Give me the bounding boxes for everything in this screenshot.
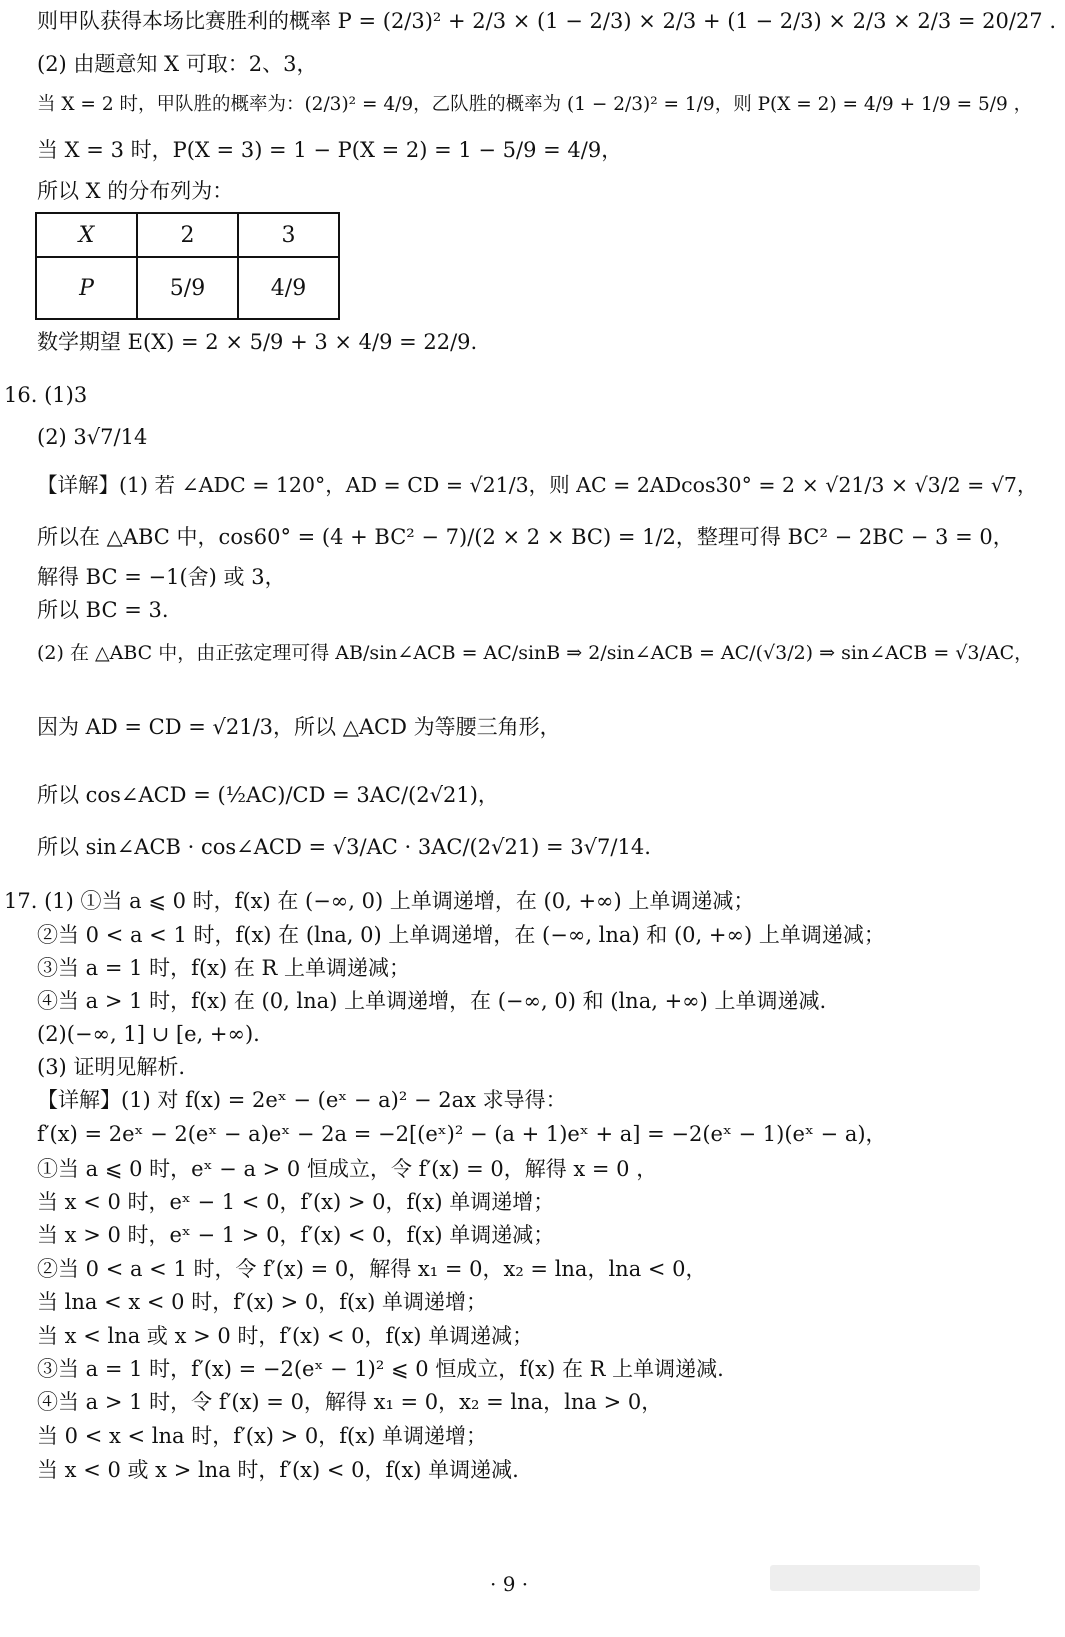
text-line: 当 x < 0 或 x > lna 时，f′(x) < 0，f(x) 单调递减. bbox=[37, 1458, 519, 1482]
text-line: 【详解】(1) 若 ∠ADC = 120°，AD = CD = √21/3，则 AC = 2ADcos30° = 2 × √21/3 × √3/2 = √7， bbox=[37, 473, 1038, 497]
text-line: ①当 a ⩽ 0 时，eˣ − a > 0 恒成立，令 f′(x) = 0，解得 x = 0 ， bbox=[37, 1157, 658, 1181]
text-line: ③当 a = 1 时，f′(x) = −2(eˣ − 1)² ⩽ 0 恒成立，f(x) 在 R 上单调递减. bbox=[37, 1357, 724, 1381]
table-cell: 4/9 bbox=[238, 257, 339, 319]
text-line: ②当 0 < a < 1 时，f(x) 在 (lna, 0) 上单调递增，在 (−∞, lna) 和 (0, +∞) 上单调递减； bbox=[37, 923, 885, 947]
question-heading: 17. (1) ①当 a ⩽ 0 时，f(x) 在 (−∞, 0) 上单调递增，在 (0, +∞) 上单调递减； bbox=[4, 889, 755, 913]
page-number: · 9 · bbox=[490, 1572, 529, 1596]
table-cell: 5/9 bbox=[137, 257, 238, 319]
text-line: 因为 AD = CD = √21/3，所以 △ACD 为等腰三角形， bbox=[37, 715, 561, 739]
text-line: 所以 BC = 3. bbox=[37, 598, 169, 622]
table-row-label: P bbox=[36, 257, 137, 319]
text-line: 当 0 < x < lna 时，f′(x) > 0，f(x) 单调递增； bbox=[37, 1424, 487, 1448]
text-line: 【详解】(1) 对 f(x) = 2eˣ − (eˣ − a)² − 2ax 求导得： bbox=[37, 1088, 567, 1112]
text-line: 当 x < 0 时，eˣ − 1 < 0，f′(x) > 0，f(x) 单调递增； bbox=[37, 1190, 555, 1214]
text-line: ④当 a > 1 时，f(x) 在 (0, lna) 上单调递增，在 (−∞, 0) 和 (lna, +∞) 上单调递减. bbox=[37, 989, 827, 1013]
text-line: 解得 BC = −1(舍) 或 3， bbox=[37, 565, 286, 589]
question-heading: 16. (1)3 bbox=[4, 383, 88, 407]
text-line: 当 X = 3 时，P(X = 3) = 1 − P(X = 2) = 1 − 5/9 = 4/9， bbox=[37, 138, 623, 162]
text-line: ④当 a > 1 时，令 f′(x) = 0，解得 x₁ = 0，x₂ = lna，lna > 0， bbox=[37, 1390, 663, 1414]
text-line: 数学期望 E(X) = 2 × 5/9 + 3 × 4/9 = 22/9. bbox=[37, 330, 478, 354]
text-line: 当 lna < x < 0 时，f′(x) > 0，f(x) 单调递增； bbox=[37, 1290, 487, 1314]
text-line: (2) 3√7/14 bbox=[37, 425, 148, 449]
text-line: ②当 0 < a < 1 时，令 f′(x) = 0，解得 x₁ = 0，x₂ = lna，lna < 0， bbox=[37, 1257, 707, 1281]
distribution-table bbox=[35, 212, 340, 320]
text-line: f′(x) = 2eˣ − 2(eˣ − a)eˣ − 2a = −2[(eˣ)² − (a + 1)eˣ + a] = −2(eˣ − 1)(eˣ − a)， bbox=[37, 1122, 887, 1146]
table-header-cell: X bbox=[36, 213, 137, 257]
text-line: 所以 sin∠ACB · cos∠ACD = √3/AC · 3AC/(2√21) = 3√7/14. bbox=[37, 835, 651, 859]
text-line: (2) 在 △ABC 中，由正弦定理可得 AB/sin∠ACB = AC/sinB ⇒ 2/sin∠ACB = AC/(√3/2) ⇒ sin∠ACB = √3/AC， bbox=[37, 642, 1034, 664]
text-line: (3) 证明见解析. bbox=[37, 1055, 186, 1079]
text-line: 当 x < lna 或 x > 0 时，f′(x) < 0，f(x) 单调递减； bbox=[37, 1324, 534, 1348]
scan-artifact-bar bbox=[770, 1565, 980, 1591]
table-header-cell: 3 bbox=[238, 213, 339, 257]
text-line: 所以 X 的分布列为： bbox=[37, 179, 234, 203]
text-line: (2) 由题意知 X 可取：2、3， bbox=[37, 52, 318, 76]
text-line: (2)(−∞, 1] ∪ [e, +∞). bbox=[37, 1022, 260, 1046]
text-line: 当 x > 0 时，eˣ − 1 > 0，f′(x) < 0，f(x) 单调递减； bbox=[37, 1223, 555, 1247]
text-line: 则甲队获得本场比赛胜利的概率 P = (2/3)² + 2/3 × (1 − 2/3) × 2/3 + (1 − 2/3) × 2/3 × 2/3 = 20/27 . bbox=[37, 9, 1057, 33]
text-line: 所以在 △ABC 中，cos60° = (4 + BC² − 7)/(2 × 2 × BC) = 1/2，整理可得 BC² − 2BC − 3 = 0， bbox=[37, 525, 1014, 549]
text-line: ③当 a = 1 时，f(x) 在 R 上单调递减； bbox=[37, 956, 411, 980]
table-header-cell: 2 bbox=[137, 213, 238, 257]
text-line: 当 X = 2 时，甲队胜的概率为：(2/3)² = 4/9，乙队胜的概率为 (1 − 2/3)² = 1/9，则 P(X = 2) = 4/9 + 1/9 = 5/9 ， bbox=[37, 94, 1033, 115]
text-line: 所以 cos∠ACD = (½AC)/CD = 3AC/(2√21)， bbox=[37, 783, 499, 807]
